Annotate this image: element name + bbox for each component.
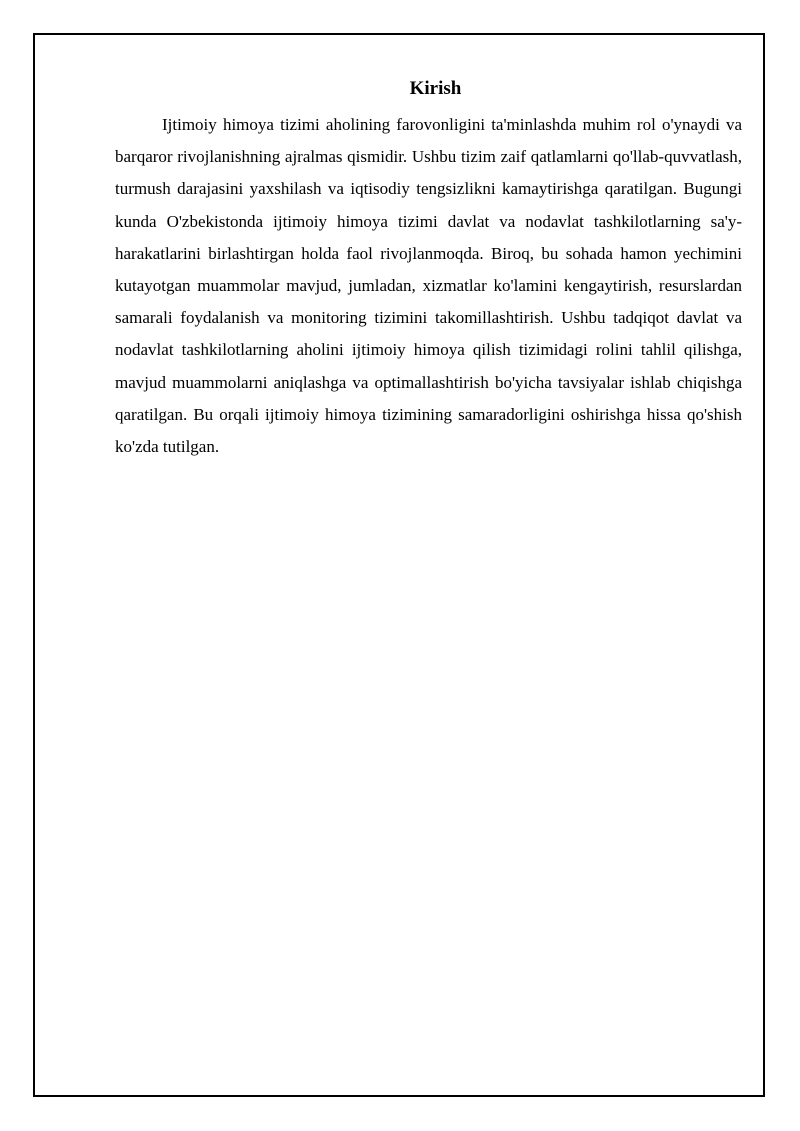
section-title: Kirish bbox=[409, 78, 462, 99]
document-body bbox=[115, 75, 742, 463]
intro-paragraph: Ijtimoiy himoya tizimi aholining farovonligini ta'minlashda muhim rol o'ynaydi va barqaror rivojlanishning ajralmas qismidir. Ushbu tizim zaif qatlamlarni qo'llab-quvvatlash, turmush darajasini yaxshilash va iqtisodiy tengsizlikni kamaytirishga qaratilgan. Bugungi kunda O'zbekistonda ijtimoiy himoya tizimi davlat va nodavlat tashkilotlarning sa'y-harakatlarini birlashtirgan holda faol rivojlanmoqda. Biroq, bu sohada hamon yechimini kutayotgan muammolar mavjud, jumladan, xizmatlar ko'lamini kengaytirish, resurslardan samarali foydalanish va monitoring tizimini takomillashtirish. Ushbu tadqiqot davlat va nodavlat tashkilotlarning aholini ijtimoiy himoya qilish tizimidagi rolini tahlil qilishga, mavjud muammolarni aniqlashga va optimallashtirish bo'yicha tavsiyalar ishlab chiqishga qaratilgan. Bu orqali ijtimoiy himoya tizimining samaradorligini oshirishga hissa qo'shish ko'zda tutilgan. bbox=[115, 115, 742, 457]
